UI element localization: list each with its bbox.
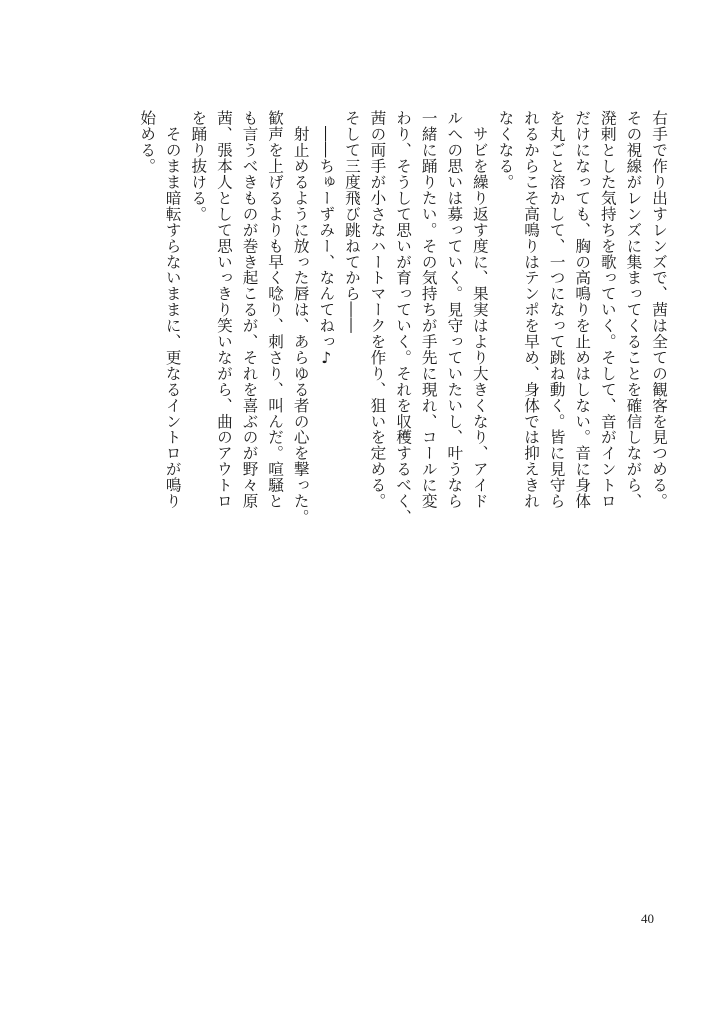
text-line: 歓声を上げるよりも早く唸り、刺さり、叫んだ。喧騒と: [266, 110, 285, 509]
text-line: そして三度飛び跳ねてから――: [342, 110, 361, 334]
text-line: も言うべきものが巻き起こるが、それを喜ぶのが野々原: [240, 110, 259, 509]
page-number: 40: [641, 911, 654, 926]
text-line: ルへの思いは募っていく。見守っていたいし、叶うなら: [445, 110, 464, 509]
text-line: サビを繰り返す度に、果実はより大きくなり、アイド: [470, 110, 489, 509]
text-line: ――ちゅーずみー、なんてねっ♪: [317, 110, 336, 368]
text-line: を踊り抜ける。: [189, 110, 208, 222]
text-line: を丸ごと溶かして、一つになって跳ね動く。皆に見守ら: [547, 110, 566, 509]
text-line: 射止めるように放った唇は、あらゆる者の心を撃った。: [291, 110, 310, 525]
text-line: なくなる。: [496, 110, 515, 190]
vertical-body-text: [134, 110, 671, 525]
text-line: そのまま暗転すらないままに、更なるイントロが鳴り: [163, 110, 182, 509]
text-line: 一緒に踊りたい。その気持ちが手先に現れ、コールに変: [419, 110, 438, 509]
text-line: その視線がレンズに集まってくることを確信しながら、: [624, 110, 643, 509]
text-line: れるからこそ高鳴りはテンポを早め、身体では抑えきれ: [522, 110, 541, 509]
text-line: 茜の両手が小さなハートマークを作り、狙いを定める。: [368, 110, 387, 509]
text-line: わり、そうして思いが育っていく。それを収穫するべく、: [394, 110, 413, 525]
text-line: だけになっても、胸の高鳴りを止めはしない。音に身体: [573, 110, 592, 509]
text-line: 右手で作り出すレンズで、茜は全ての観客を見つめる。: [650, 110, 668, 509]
text-line: 始める。: [138, 110, 157, 174]
text-line: 茜、張本人として思いっきり笑いながら、曲のアウトロ: [214, 110, 233, 509]
text-line: 溌剌とした気持ちを歌っていく。そして、音がイントロ: [598, 110, 617, 509]
